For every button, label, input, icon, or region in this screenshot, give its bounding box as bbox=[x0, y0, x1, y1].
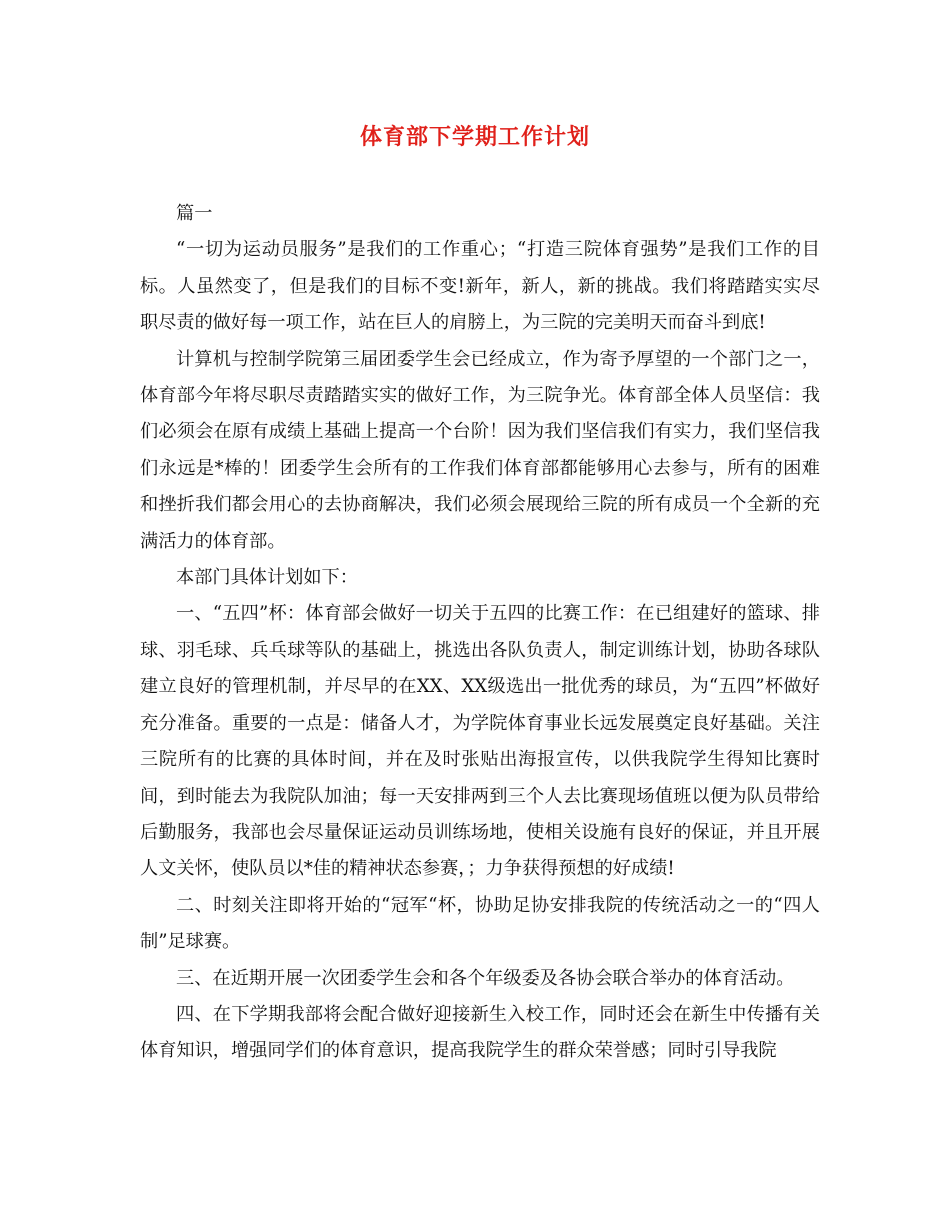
paragraph-department: 计算机与控制学院第三届团委学生会已经成立，作为寄予厚望的一个部门之一，体育部今年将尽职尽责踏踏实实的做好工作，为三院争光。体育部全体人员坚信：我们必须会在原有成绩上基础上提高一个台阶！因为我们坚信我们有实力，我们坚信我们永远是*棒的！团委学生会所有的工作我们体育部都能够用心去参与，所有的困难和挫折我们都会用心的去协商解决，我们必须会展现给三院的所有成员一个全新的充满活力的体育部。 bbox=[140, 348, 820, 552]
paragraph-plan-item-2: 二、时刻关注即将开始的“冠军“杯，协助足协安排我院的传统活动之一的“四人制”足球赛。 bbox=[140, 894, 820, 953]
document-body bbox=[140, 196, 820, 1070]
paragraph-section-label: 篇一 bbox=[176, 203, 213, 224]
paragraph-plan-heading: 本部门具体计划如下： bbox=[176, 567, 358, 589]
paragraph-plan-item-1: 一、“五四”杯：体育部会做好一切关于五四的比赛工作：在已组建好的篮球、排球、羽毛球、兵乓球等队的基础上，挑选出各队负责人，制定训练计划，协助各球队建立良好的管理机制，并尽早的在XX、XX级选出一批优秀的球员，为“五四”杯做好充分准备。重要的一点是：储备人才，为学院体育事业长远发展奠定良好基础。关注三院所有的比赛的具体时间，并在及时张贴出海报宣传，以供我院学生得知比赛时间，到时能去为我院队加油；每一天安排两到三个人去比赛现场值班以便为队员带给后勤服务，我部也会尽量保证运动员训练场地，使相关设施有良好的保证，并且开展人文关怀，使队员以*佳的精神状态参赛，；力争获得预想的好成绩! bbox=[140, 603, 820, 880]
paragraph-plan-item-3: 三、在近期开展一次团委学生会和各个年级委及各协会联合举办的体育活动。 bbox=[176, 967, 795, 989]
paragraph-intro: “一切为运动员服务”是我们的工作重心；“打造三院体育强势”是我们工作的目标。人虽然变了，但是我们的目标不变!新年，新人，新的挑战。我们将踏踏实实尽职尽责的做好每一项工作，站在巨人的肩膀上，为三院的完美明天而奋斗到底! bbox=[140, 239, 820, 334]
document-title: 体育部下学期工作计划 bbox=[359, 124, 590, 150]
paragraph-plan-item-4: 四、在下学期我部将会配合做好迎接新生入校工作，同时还会在新生中传播有关体育知识，增强同学们的体育意识，提高我院学生的群众荣誉感；同时引导我院 bbox=[140, 1003, 820, 1062]
